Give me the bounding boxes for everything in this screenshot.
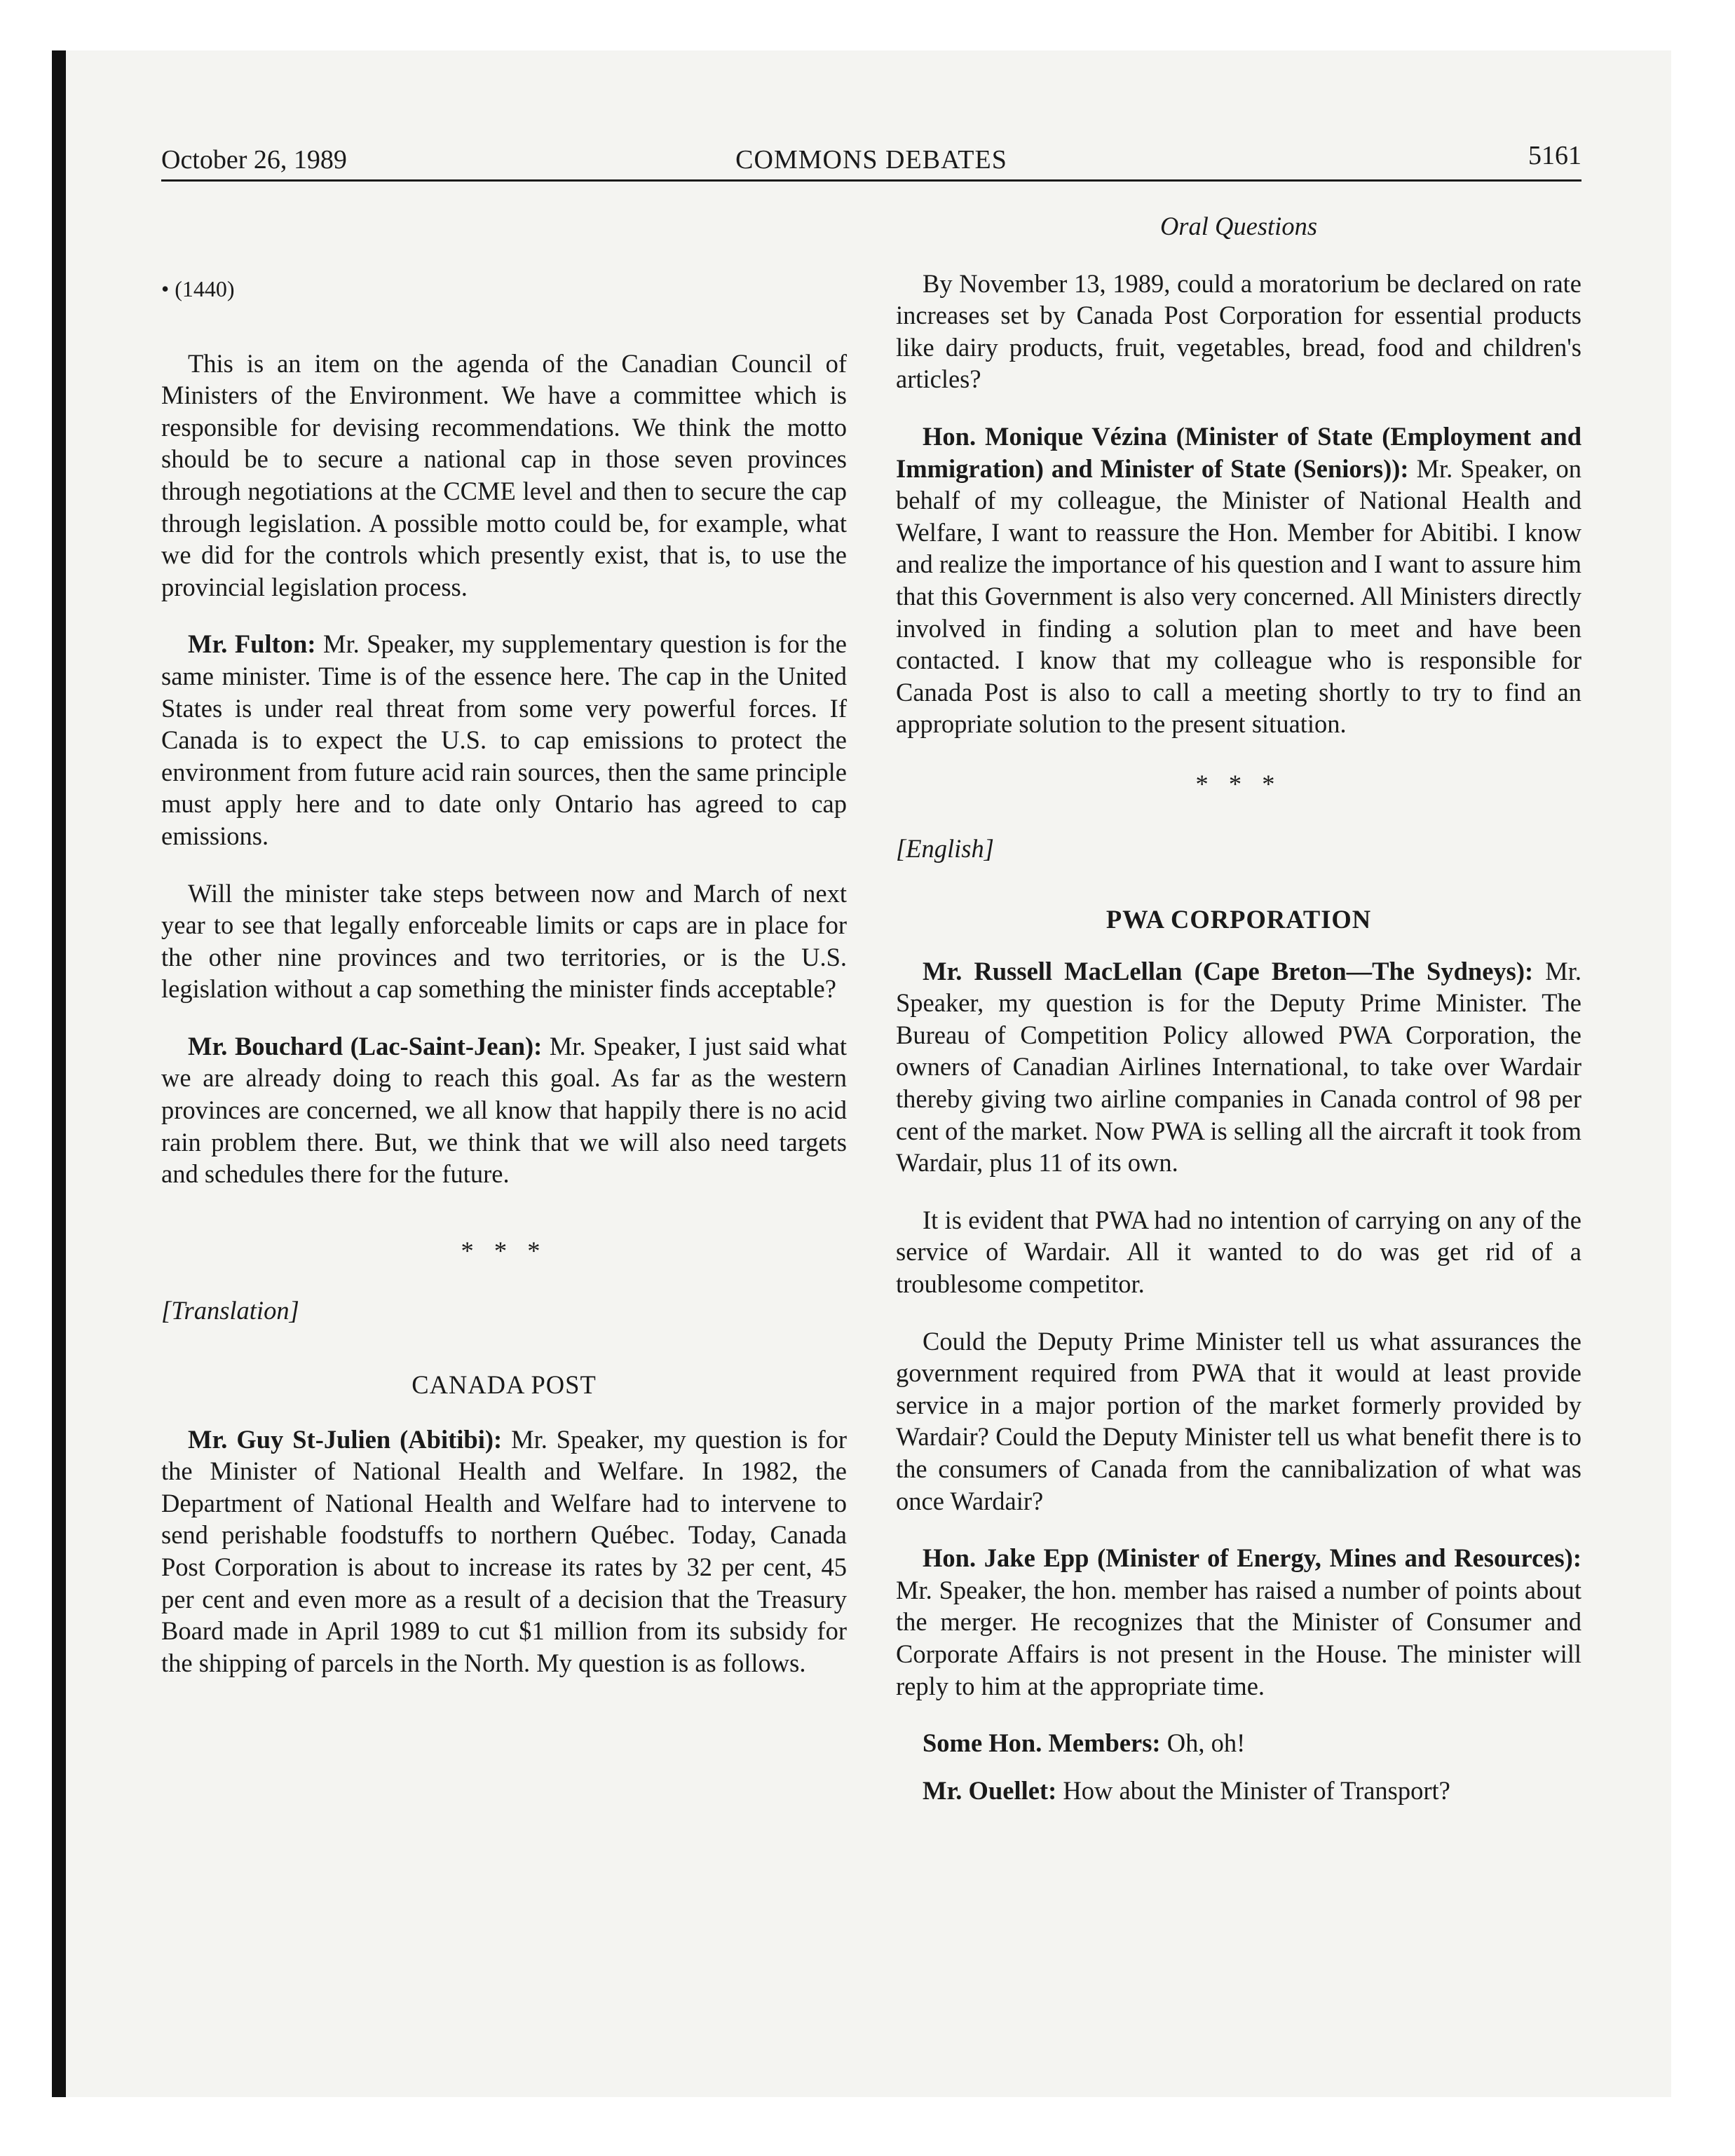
speaker-name: Mr. Bouchard (Lac-Saint-Jean): xyxy=(188,1031,543,1060)
paragraph: By November 13, 1989, could a moratorium be declared on rate increases set by Canada Post Corporation for essential products like dairy products, fruit, vegetables, bread, food and children's articles? xyxy=(896,268,1581,394)
section-heading: CANADA POST xyxy=(411,1370,597,1400)
language-note: [Translation] xyxy=(161,1296,299,1325)
speaker-name: Hon. Jake Epp (Minister of Energy, Mines and Resources): xyxy=(923,1543,1581,1573)
speech-text: Oh, oh! xyxy=(1166,1728,1246,1758)
page-header xyxy=(161,137,1581,179)
speaker-name: Some Hon. Members: xyxy=(923,1728,1161,1758)
time-marker: • (1440) xyxy=(161,276,235,301)
paragraph xyxy=(161,1424,847,1679)
section-label: Oral Questions xyxy=(1159,212,1318,240)
speech-text: Mr. Speaker, the hon. member has raised a number of points about the merger. He recognizes that the Minister of Consumer and Corporate Affairs is not present in the House. The minister will reply to him at the appropriate time. xyxy=(896,1575,1581,1700)
paragraph xyxy=(161,1030,847,1190)
left-column xyxy=(161,210,847,1704)
speech-text: Mr. Speaker, my question is for the Minister of National Health and Welfare. In 1982, the Department of National Health and Welfare had to intervene to send perishable foodstuffs to northern Québec. Today, Canada Post Corporation is about to increase its rates by 32 per cent, 45 per cent and even more as a result of a decision that the Treasury Board made in April 1989 to cut $1 million from its subsidy for the shipping of parcels in the North. My question is as follows. xyxy=(161,1424,848,1677)
paragraph: Will the minister take steps between now and March of next year to see that legally enforceable limits or caps are in place for the other nine provinces and two territories, or is the U.S. legislation without a cap something the minister finds acceptable? xyxy=(161,878,847,1004)
section-heading: PWA CORPORATION xyxy=(1105,905,1372,934)
speech-text: How about the Minister of Transport? xyxy=(1063,1775,1450,1805)
section-separator: * * * xyxy=(461,1236,547,1265)
paragraph xyxy=(896,421,1581,740)
speaker-name: Mr. Fulton: xyxy=(188,629,316,659)
paragraph xyxy=(896,1727,1581,1759)
speech-text: Mr. Speaker, I just said what we are already doing to reach this goal. As far as the western provinces are concerned, we all know that happily there is no acid rain problem there. But, we think that we will also need targets and schedules there for the future. xyxy=(161,1031,847,1189)
speaker-name: Hon. Monique Vézina (Minister of State (Employment and Immigration) and Minister of State (Seniors)): xyxy=(896,421,1581,483)
scan-edge xyxy=(52,50,66,2097)
speech-text: Mr. Speaker, my question is for the Deputy Prime Minister. The Bureau of Competition Policy allowed PWA Corporation, the owners of Canadian Airlines International, to take over Wardair thereby giving two airline companies in Canada control of 98 per cent of the market. Now PWA is selling all the aircraft it took from Wardair, plus 11 of its own. xyxy=(896,956,1581,1178)
speaker-name: Mr. Guy St-Julien (Abitibi): xyxy=(188,1424,503,1454)
section-separator: * * * xyxy=(1195,769,1282,798)
language-note: [English] xyxy=(896,833,994,863)
speaker-name: Mr. Russell MacLellan (Cape Breton—The Sydneys): xyxy=(923,956,1534,985)
speaker-name: Mr. Ouellet: xyxy=(923,1775,1057,1805)
speech-text: Mr. Speaker, my supplementary question is for the same minister. Time is of the essence here. The cap in the United States is under real threat from some very powerful forces. If Canada is to expect the U.S. to cap emissions to protect the environment from future acid rain sources, then the same principle must apply here and to date only Ontario has agreed to cap emissions. xyxy=(161,629,847,850)
header-page-number: 5161 xyxy=(1528,141,1581,170)
paragraph: Could the Deputy Prime Minister tell us what assurances the government required from PWA that it would at least provide service in a major portion of the market formerly provided by Wardair? Could the Deputy Minister tell us what benefit there is to the consumers of Canada from the cannibalization of what was once Wardair? xyxy=(896,1326,1581,1515)
header-date: October 26, 1989 xyxy=(161,145,347,175)
paragraph: It is evident that PWA had no intention of carrying on any of the service of Wardair. All it wanted to do was get rid of a troublesome competitor. xyxy=(896,1205,1581,1299)
speech-text: Mr. Speaker, on behalf of my colleague, the Minister of National Health and Welfare, I want to reassure the Hon. Member for Abitibi. I know and realize the importance of his question and I want to assure him that this Government is also very concerned. All Ministers directly involved in finding a solution plan to meet and have been contacted. I know that my colleague who is responsible for Canada Post is also to call a meeting shortly to try to find an appropriate solution to the present situation. xyxy=(896,453,1582,739)
header-title: COMMONS DEBATES xyxy=(735,145,1007,175)
paragraph xyxy=(896,1542,1581,1702)
right-column xyxy=(896,210,1581,1822)
paragraph xyxy=(896,1775,1581,1807)
header-rule xyxy=(161,179,1581,182)
paragraph xyxy=(161,628,847,852)
paragraph xyxy=(896,955,1581,1179)
paragraph: This is an item on the agenda of the Canadian Council of Ministers of the Environment. We have a committee which is responsible for devising recommendations. We think the motto should be to secure a national cap in those seven provinces through negotiations at the CCME level and then to secure the cap through legislation. A possible motto could be, for example, what we did for the controls which presently exist, that is, to use the provincial legislation process. xyxy=(161,348,847,601)
